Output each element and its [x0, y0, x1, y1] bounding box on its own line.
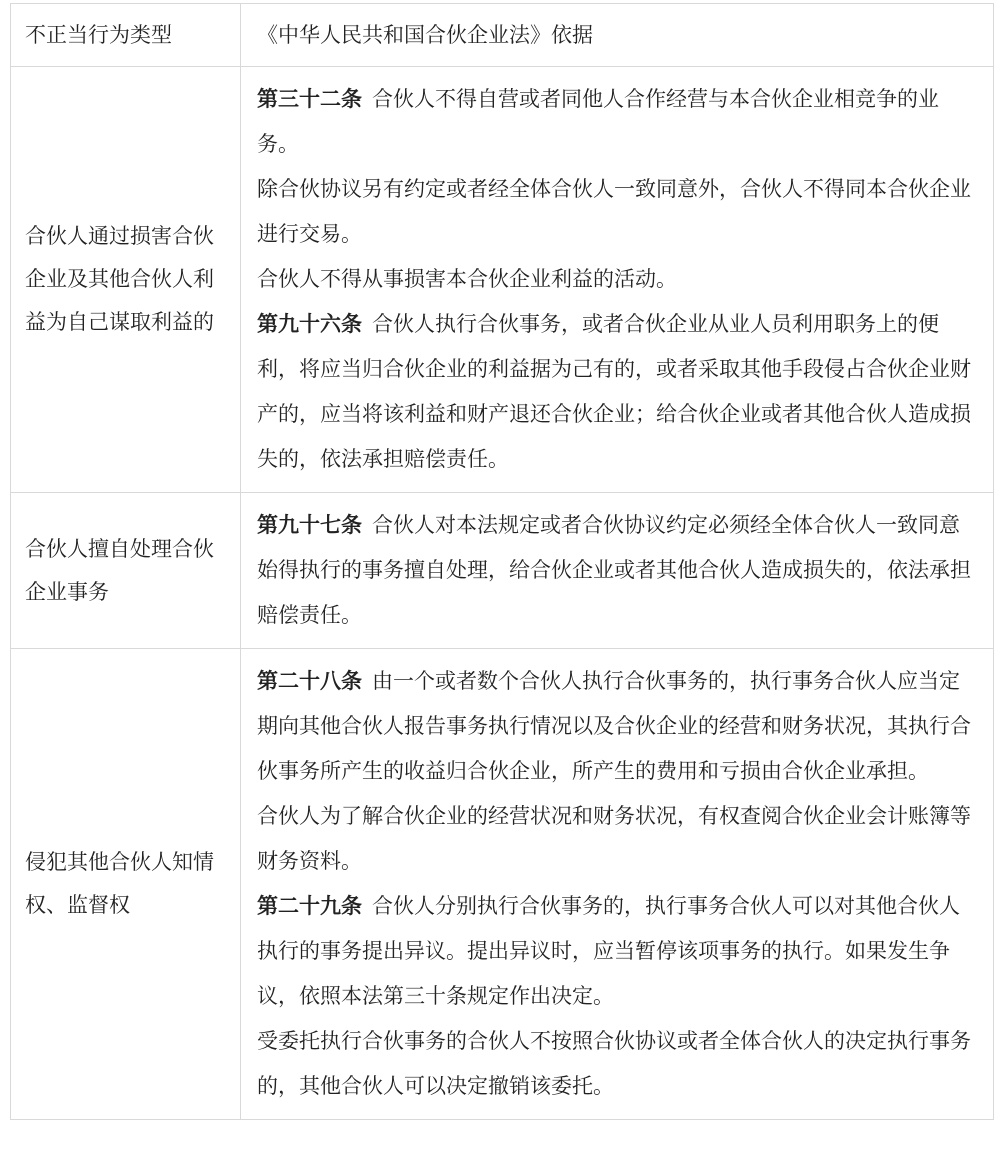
article-number: 第二十九条: [257, 894, 362, 918]
article-text: 合伙人为了解合伙企业的经营状况和财务状况，有权查阅合伙企业会计账簿等财务资料。: [257, 804, 971, 873]
law-paragraph: [257, 503, 979, 638]
law-paragraph: [257, 77, 979, 167]
article-text: 除合伙协议另有约定或者经全体合伙人一致同意外，合伙人不得同本合伙企业进行交易。: [257, 177, 971, 246]
law-paragraph: [257, 659, 979, 794]
article-number: 第九十七条: [257, 513, 362, 537]
law-paragraph: [257, 794, 979, 884]
article-text: 合伙人分别执行合伙事务的，执行事务合伙人可以对其他合伙人执行的事务提出异议。提出异议时，应当暂停该项事务的执行。如果发生争议，依照本法第三十条规定作出决定。: [257, 894, 960, 1008]
header-legal-basis: 《中华人民共和国合伙企业法》依据: [241, 4, 994, 67]
article-text: 受委托执行合伙事务的合伙人不按照合伙协议或者全体合伙人的决定执行事务的，其他合伙人可以决定撤销该委托。: [257, 1029, 971, 1098]
article-text: 由一个或者数个合伙人执行合伙事务的，执行事务合伙人应当定期向其他合伙人报告事务执行情况以及合伙企业的经营和财务状况，其执行合伙事务所产生的收益归合伙企业，所产生的费用和亏损由合伙企业承担。: [257, 669, 971, 783]
conduct-type-cell: 合伙人擅自处理合伙企业事务: [11, 493, 241, 649]
article-text: 合伙人不得自营或者同他人合作经营与本合伙企业相竞争的业务。: [257, 87, 939, 156]
legal-basis-cell: [241, 493, 994, 649]
law-paragraph: [257, 884, 979, 1019]
article-text: 合伙人执行合伙事务，或者合伙企业从业人员利用职务上的便利，将应当归合伙企业的利益据为己有的，或者采取其他手段侵占合伙企业财产的，应当将该利益和财产退还合伙企业；给合伙企业或者其他合伙人造成损失的，依法承担赔偿责任。: [257, 312, 971, 471]
article-text: 合伙人不得从事损害本合伙企业利益的活动。: [257, 267, 677, 291]
law-paragraph: [257, 302, 979, 482]
article-number: 第九十六条: [257, 312, 362, 336]
legal-basis-cell: [241, 67, 994, 493]
article-number: 第二十八条: [257, 669, 362, 693]
conduct-type-cell: 合伙人通过损害合伙企业及其他合伙人利益为自己谋取利益的: [11, 67, 241, 493]
law-paragraph: [257, 167, 979, 257]
table-row: [11, 649, 994, 1120]
article-text: 合伙人对本法规定或者合伙协议约定必须经全体合伙人一致同意始得执行的事务擅自处理，给合伙企业或者其他合伙人造成损失的，依法承担赔偿责任。: [257, 513, 971, 627]
law-paragraph: [257, 257, 979, 302]
legal-basis-cell: [241, 649, 994, 1120]
table-row: [11, 493, 994, 649]
law-table: [10, 3, 994, 1120]
conduct-type-cell: 侵犯其他合伙人知情权、监督权: [11, 649, 241, 1120]
table-header-row: [11, 4, 994, 67]
article-number: 第三十二条: [257, 87, 362, 111]
table-row: [11, 67, 994, 493]
law-paragraph: [257, 1019, 979, 1109]
header-conduct-type: 不正当行为类型: [11, 4, 241, 67]
